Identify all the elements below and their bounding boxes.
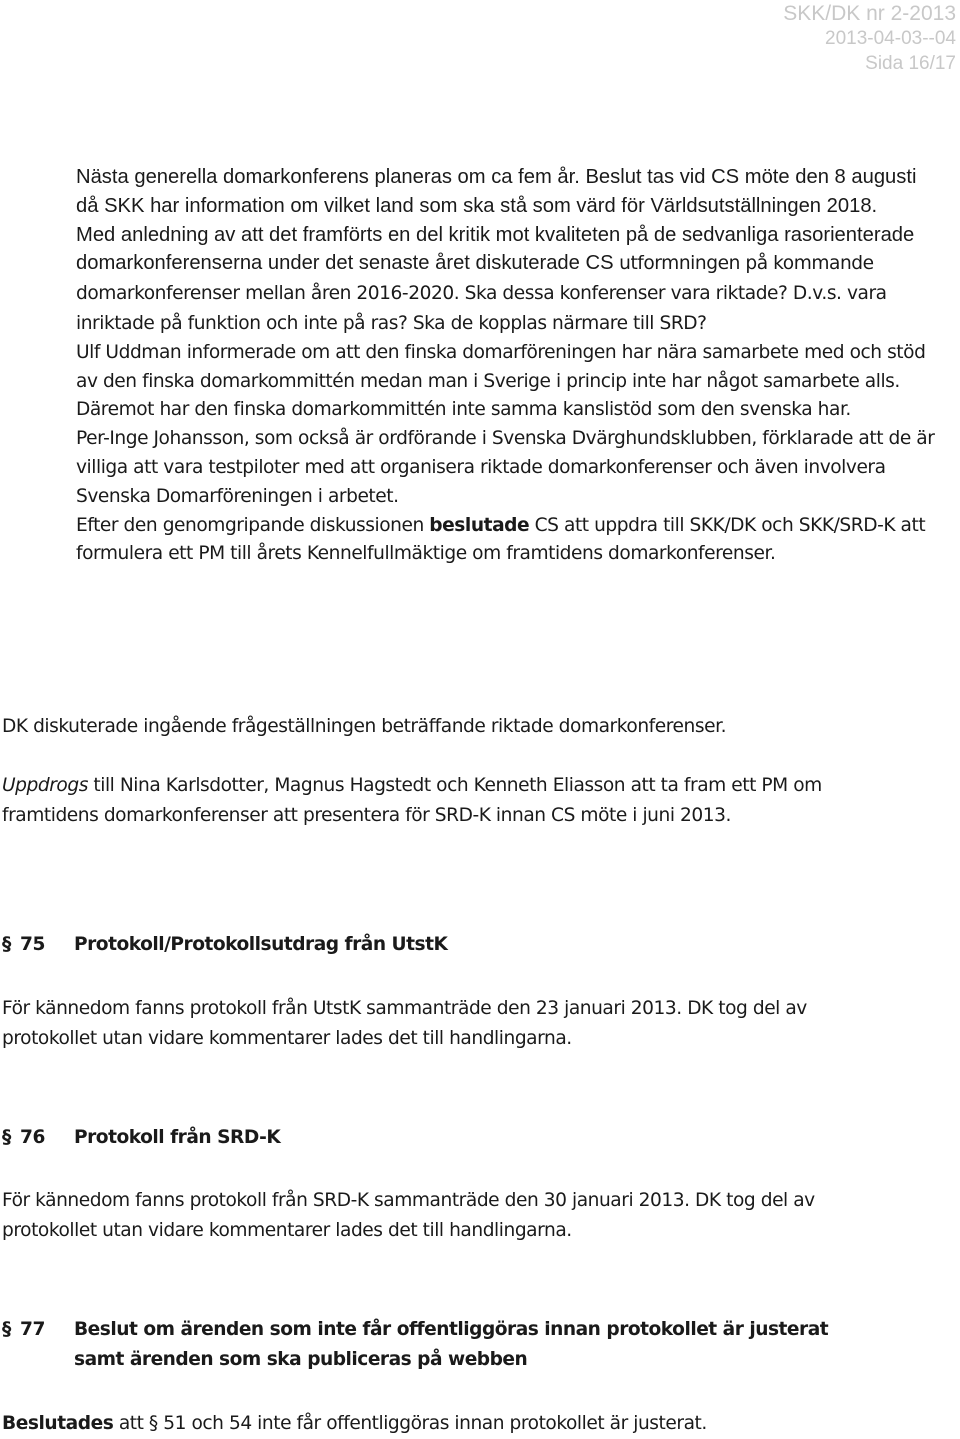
- assignment-rest: till Nina Karlsdotter, Magnus Hagstedt och Kenneth Eliasson att ta fram ett PM om framtidens domarkonferenser att presentera för SRD-K innan CS möte i juni 2013.: [2, 775, 822, 826]
- indented-block: [76, 163, 936, 569]
- criticism-rest: utformningen på kommande domarkonferenser mellan åren 2016-2020. Ska dessa konferenser vara riktade? D.v.s. vara inriktade på funktion och inte på ras? Ska de kopplas närmare till SRD?: [76, 253, 887, 334]
- decision-pre: Efter den genomgripande diskussionen: [76, 514, 430, 536]
- section-number: 76: [20, 1127, 45, 1148]
- paragraph-ulf-uddman: Ulf Uddman informerade om att den finska domarföreningen har nära samarbete med och stöd av den finska domarkommittén medan man i Sverige i princip inte har något samarbete alls. Däremot har den finska domarkommittén inte samma kanslistöd som den svenska har.: [76, 341, 926, 421]
- document-date: 2013-04-03--04: [825, 28, 956, 49]
- section-number: 75: [20, 934, 45, 955]
- criticism-lead: Med anledning av att det framförts en del kritik mot kvaliteten på de sedvanliga rasorienterade domarkonferenserna under det senaste året diskuterade CS: [76, 223, 915, 275]
- section-symbol: §: [2, 1127, 11, 1148]
- section-76-body: För kännedom fanns protokoll från SRD-K sammanträde den 30 januari 2013. DK tog del av protokollet utan vidare kommentarer lades det till handlingarna.: [2, 1190, 815, 1241]
- decision-post: CS att uppdra till SKK/DK och SKK/SRD-K att formulera ett PM till årets Kennelfullmäktige om framtidens domarkonferenser.: [76, 514, 926, 565]
- page-header: [783, 0, 956, 78]
- dk-discussion: DK diskuterade ingående frågeställningen beträffande riktade domarkonferenser.: [2, 716, 727, 737]
- section-title: Protokoll från SRD-K: [74, 1127, 281, 1148]
- section-number: 77: [20, 1319, 45, 1340]
- paragraph-next-conference: Nästa generella domarkonferens planeras om ca fem år. Beslut tas vid CS möte den 8 augusti då SKK har information om vilket land som ska stå som värd för Världsutställningen 2018.: [76, 166, 917, 217]
- section-symbol: §: [2, 1319, 11, 1340]
- section-symbol: §: [2, 934, 11, 955]
- assignment-paragraph: [2, 771, 902, 830]
- decision-bold: beslutade: [429, 514, 530, 536]
- paragraph-per-inge: Per-Inge Johansson, som också är ordförande i Svenska Dvärghundsklubben, förklarade att de är villiga att vara testpiloter med att organisera riktade domarkonferenser och även involvera Svenska Domarföreningen i arbetet.: [76, 428, 935, 507]
- decision-bold: Beslutades: [2, 1413, 114, 1434]
- section-75-body: För kännedom fanns protokoll från UtstK sammanträde den 23 januari 2013. DK tog del av protokollet utan vidare kommentarer lades det till handlingarna.: [2, 998, 807, 1049]
- section-77-body: [2, 1409, 902, 1439]
- paragraph-criticism: [76, 221, 936, 339]
- decision-rest: att § 51 och 54 inte får offentliggöras innan protokollet är justerat.: [113, 1413, 707, 1434]
- assignment-italic: Uppdrogs: [2, 775, 88, 796]
- page-number: Sida 16/17: [865, 53, 956, 74]
- section-title: Protokoll/Protokollsutdrag från UtstK: [74, 934, 448, 955]
- section-77-heading: [2, 1315, 902, 1375]
- paragraph-decision: [76, 512, 936, 570]
- section-title: Beslut om ärenden som inte får offentliggöras innan protokollet är justerat samt ärenden som ska publiceras på webben: [74, 1319, 829, 1370]
- document-id: SKK/DK nr 2-2013: [783, 2, 956, 25]
